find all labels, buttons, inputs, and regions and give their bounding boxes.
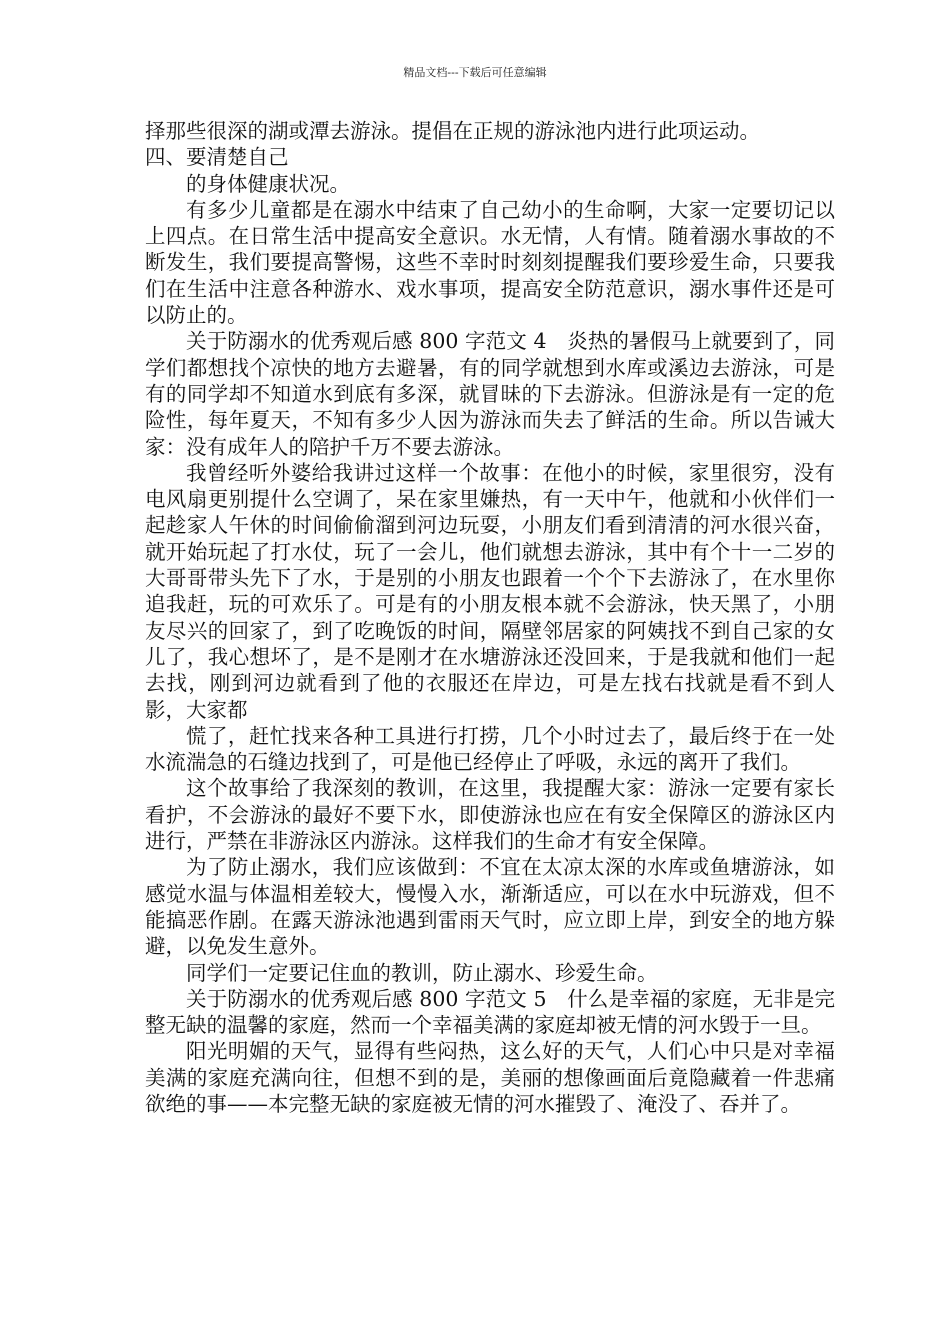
paragraph-6: 我曾经听外婆给我讲过这样一个故事：在他小的时候，家里很穷，没有电风扇更别提什么空调了，呆在家里嫌热，有一天中午，他就和小伙伴们一起趁家人午休的时间偷偷溜到河边玩耍，小朋友们看到清清的河水很兴奋，就开始玩起了打水仗，玩了一会儿，他们就想去游泳，其中有个十一二岁的大哥哥带头先下了水，于是别的小朋友也跟着一个个下去游泳了，在水里你追我赶，玩的可欢乐了。可是有的小朋友根本就不会游泳，快天黑了，小朋友尽兴的回家了，到了吃晚饭的时间，隔壁邻居家的阿姨找不到自己家的女儿了，我心想坏了，是不是刚才在水塘游泳还没回来，于是我就和他们一起去找，刚到河边就看到了他的衣服还在岸边，可是左找右找就是看不到人影，大家都 xyxy=(145,460,835,722)
paragraph-5: 关于防溺水的优秀观后感 800 字范文 4 炎热的暑假马上就要到了，同学们都想找个凉快的地方去避暑，有的同学就想到水库或溪边去游泳，可是有的同学却不知道水到底有多深，就冒昧的下去游泳。但游泳是有一定的危险性，每年夏天，不知有多少人因为游泳而失去了鲜活的生命。所以告诫大家：没有成年人的陪护千万不要去游泳。 xyxy=(145,329,835,459)
page-header: 精品文档---下载后可任意编辑 xyxy=(403,66,547,79)
paragraph-11: 关于防溺水的优秀观后感 800 字范文 5 什么是幸福的家庭，无非是完整无缺的温馨的家庭，然而一个幸福美满的家庭却被无情的河水毁于一旦。 xyxy=(145,986,835,1038)
paragraph-12: 阳光明媚的天气，显得有些闷热，这么好的天气，人们心中只是对幸福美满的家庭充满向往，但想不到的是，美丽的想像画面后竟隐藏着一件悲痛欲绝的事——本完整无缺的家庭被无情的河水摧毁了、淹没了、吞并了。 xyxy=(145,1039,835,1116)
paragraph-3: 的身体健康状况。 xyxy=(186,171,350,196)
paragraph-2: 四、要清楚自己 xyxy=(145,145,289,170)
paragraph-9: 为了防止溺水，我们应该做到：不宜在太凉太深的水库或鱼塘游泳，如感觉水温与体温相差较大，慢慢入水，渐渐适应，可以在水中玩游戏，但不能搞恶作剧。在露天游泳池遇到雷雨天气时，应立即上岸，到安全的地方躲避，以免发生意外。 xyxy=(145,855,835,959)
paragraph-4: 有多少儿童都是在溺水中结束了自己幼小的生命啊，大家一定要切记以上四点。在日常生活中提高安全意识。水无情，人有情。随着溺水事故的不断发生，我们要提高警惕，这些不幸时时刻刻提醒我们要珍爱生命，只要我们在生活中注意各种游水、戏水事项，提高安全防范意识，溺水事件还是可以防止的。 xyxy=(145,197,835,328)
paragraph-10: 同学们一定要记住血的教训，防止溺水、珍爱生命。 xyxy=(186,960,658,985)
paragraph-7: 慌了，赶忙找来各种工具进行打捞，几个小时过去了，最后终于在一处水流湍急的石缝边找到了，可是他已经停止了呼吸，永远的离开了我们。 xyxy=(145,723,835,775)
paragraph-1: 择那些很深的湖或潭去游泳。提倡在正规的游泳池内进行此项运动。 xyxy=(145,119,760,143)
paragraph-8: 这个故事给了我深刻的教训，在这里，我提醒大家：游泳一定要有家长看护，不会游泳的最好不要下水，即使游泳也应在有安全保障区的游泳区内进行，严禁在非游泳区内游泳。这样我们的生命才有安全保障。 xyxy=(145,776,835,854)
document-body xyxy=(145,118,835,1117)
